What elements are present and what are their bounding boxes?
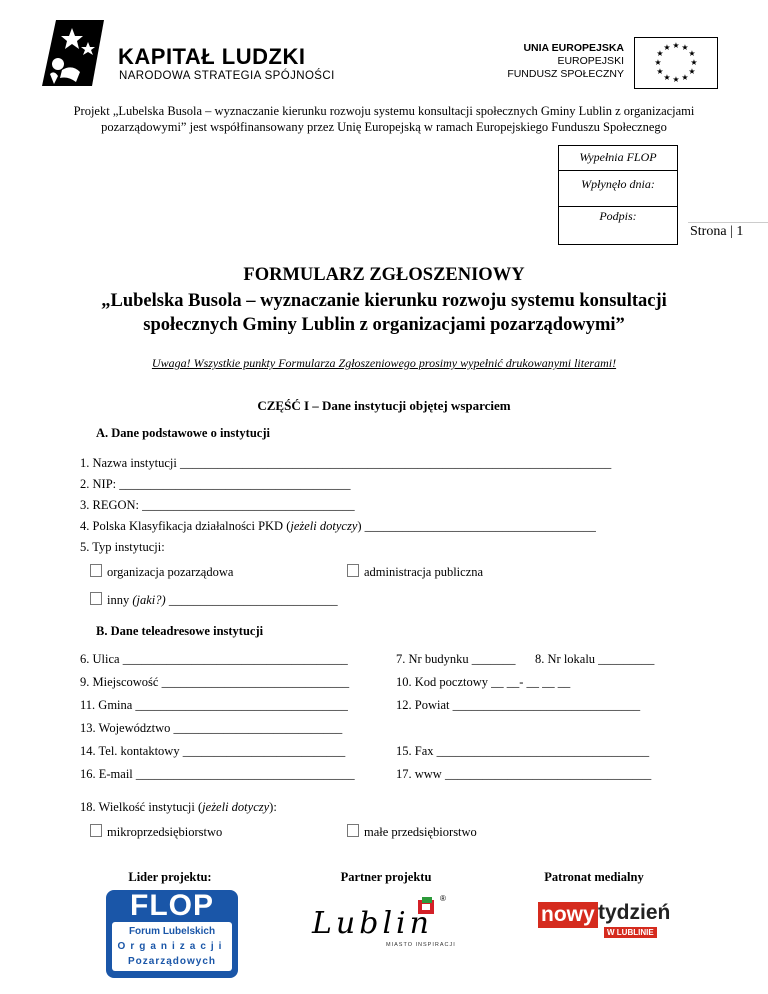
field-voivodeship[interactable]: 13. Województwo ___________________________	[80, 721, 343, 735]
form-title-line2: „Lubelska Busola – wyznaczanie kierunku rozwoju systemu konsultacji	[101, 291, 667, 311]
field-pkd-label: 4. Polska Klasyfikacja działalności PKD (	[80, 519, 291, 533]
svg-text:★: ★	[672, 75, 680, 84]
flop-box-row2: Wpłynęło dnia:	[559, 171, 677, 207]
field-building-no[interactable]: 7. Nr budynku _______	[396, 652, 516, 666]
field-fax[interactable]: 15. Fax __________________________________	[396, 744, 650, 758]
option-other[interactable]	[90, 592, 338, 608]
eu-flag-icon	[634, 37, 718, 89]
option-micro-label: mikroprzedsiębiorstwo	[107, 825, 223, 839]
option-other-note: (jaki?)	[132, 593, 166, 607]
footer-patron-label: Patronat medialny	[544, 870, 644, 884]
nowy-logo-a: nowy	[538, 902, 598, 928]
option-public-admin[interactable]	[347, 564, 483, 580]
field-street[interactable]: 6. Ulica ____________________________________	[80, 652, 348, 666]
svg-text:★: ★	[672, 41, 680, 50]
svg-text:★: ★	[681, 73, 689, 82]
field-apartment-no[interactable]: 8. Nr lokalu _________	[535, 652, 655, 666]
size-label-a: 18. Wielkość instytucji (	[80, 800, 203, 814]
flop-logo-main: FLOP	[130, 889, 214, 922]
eu-line3: FUNDUSZ SPOŁECZNY	[507, 68, 624, 80]
lublin-logo-sub: MIASTO INSPIRACJI	[386, 942, 456, 948]
form-title-line3: społecznych Gminy Lublin z organizacjami pozarządowymi”	[143, 315, 625, 335]
form-title-line1: FORMULARZ ZGŁOSZENIOWY	[243, 265, 525, 285]
svg-text:★: ★	[690, 58, 698, 67]
field-www[interactable]: 17. www _________________________________	[396, 767, 652, 781]
field-size-label	[80, 800, 277, 815]
flop-logo-l2: Organizacji	[117, 941, 227, 952]
nowy-tydzien-logo	[538, 901, 671, 942]
size-label-note: jeżeli dotyczy	[202, 800, 270, 814]
field-county[interactable]: 12. Powiat ______________________________	[396, 698, 641, 712]
svg-text:★: ★	[663, 43, 671, 52]
flop-logo-l1: Forum Lubelskich	[128, 926, 216, 937]
option-other-label: inny	[107, 593, 133, 607]
lublin-logo-text: Lublin	[312, 906, 433, 941]
option-small[interactable]	[347, 824, 477, 840]
flop-office-box	[558, 145, 678, 245]
eu-text	[480, 42, 624, 81]
footer-leader-label: Lider projektu:	[128, 870, 212, 884]
flop-box-row1: Wypełnia FLOP	[559, 146, 677, 171]
checkbox-other[interactable]	[90, 592, 102, 605]
field-commune[interactable]: 11. Gmina __________________________________	[80, 698, 348, 712]
svg-text:★: ★	[663, 73, 671, 82]
svg-text:★: ★	[656, 67, 664, 76]
option-small-label: małe przedsiębiorstwo	[364, 825, 477, 839]
flop-logo	[106, 890, 238, 978]
svg-text:★: ★	[681, 43, 689, 52]
checkbox-ngo[interactable]	[90, 564, 102, 577]
kapital-ludzki-logo-icon	[42, 20, 104, 86]
option-other-line: ___________________________	[165, 593, 338, 607]
field-phone[interactable]: 14. Tel. kontaktowy __________________________	[80, 744, 346, 758]
field-nip[interactable]: 2. NIP: _____________________________________	[80, 477, 351, 491]
page-label-divider	[688, 222, 768, 223]
field-institution-name[interactable]: 1. Nazwa instytucji _____________________________________________________________________	[80, 456, 612, 470]
field-postal-code[interactable]: 10. Kod pocztowy __ __- __ __ __	[396, 675, 571, 689]
lublin-logo	[308, 892, 458, 952]
notice: Uwaga! Wszystkie punkty Formularza Zgłoszeniowego prosimy wypełnić drukowanymi literami!	[151, 356, 617, 370]
svg-text:★: ★	[654, 58, 662, 67]
svg-text:★: ★	[688, 49, 696, 58]
flop-logo-l3: Pozarządowych	[127, 956, 217, 967]
field-regon[interactable]: 3. REGON: __________________________________	[80, 498, 355, 512]
section-a-heading: A. Dane podstawowe o instytucji	[96, 426, 270, 440]
section-b-heading: B. Dane teleadresowe instytucji	[96, 624, 264, 638]
svg-text:★: ★	[656, 49, 664, 58]
checkbox-micro[interactable]	[90, 824, 102, 837]
part-heading: CZĘŚĆ I – Dane instytucji objętej wsparciem	[257, 398, 511, 413]
eu-line1: UNIA EUROPEJSKA	[523, 42, 624, 54]
nowy-logo-c: W LUBLINIE	[604, 927, 657, 938]
kapital-ludzki-title: KAPITAŁ LUDZKI	[118, 44, 306, 69]
svg-text:★: ★	[688, 67, 696, 76]
field-pkd-line: ) _____________________________________	[357, 519, 596, 533]
option-micro[interactable]	[90, 824, 222, 840]
field-pkd[interactable]	[80, 519, 596, 534]
nowy-logo-b: tydzień	[598, 901, 671, 924]
form-title	[60, 263, 708, 337]
registered-mark: ®	[440, 894, 446, 903]
footer-partner-label: Partner projektu	[340, 870, 432, 884]
checkbox-public-admin[interactable]	[347, 564, 359, 577]
checkbox-small[interactable]	[347, 824, 359, 837]
field-institution-type: 5. Typ instytucji:	[80, 540, 165, 554]
flop-box-row3: Podpis:	[599, 209, 637, 223]
project-intro: Projekt „Lubelska Busola – wyznaczanie kierunku rozwoju systemu konsultacji społecznych Gminy Lublin z organizacjami pozarządowymi” jest współfinansowany przez Unię Europejską w ramach Europejskiego Funduszu Społecznego	[73, 104, 695, 134]
size-label-c: ):	[269, 800, 277, 814]
option-ngo[interactable]	[90, 564, 233, 580]
option-public-admin-label: administracja publiczna	[364, 565, 484, 579]
eu-line2: EUROPEJSKI	[557, 55, 624, 67]
field-city[interactable]: 9. Miejscowość ______________________________	[80, 675, 350, 689]
field-email[interactable]: 16. E-mail ___________________________________	[80, 767, 355, 781]
kapital-ludzki-subtitle: NARODOWA STRATEGIA SPÓJNOŚCI	[119, 70, 335, 82]
option-ngo-label: organizacja pozarządowa	[107, 565, 234, 579]
page-label: Strona | 1	[690, 224, 744, 239]
flop-logo-panel	[112, 922, 232, 971]
field-pkd-note: jeżeli dotyczy	[290, 519, 358, 533]
